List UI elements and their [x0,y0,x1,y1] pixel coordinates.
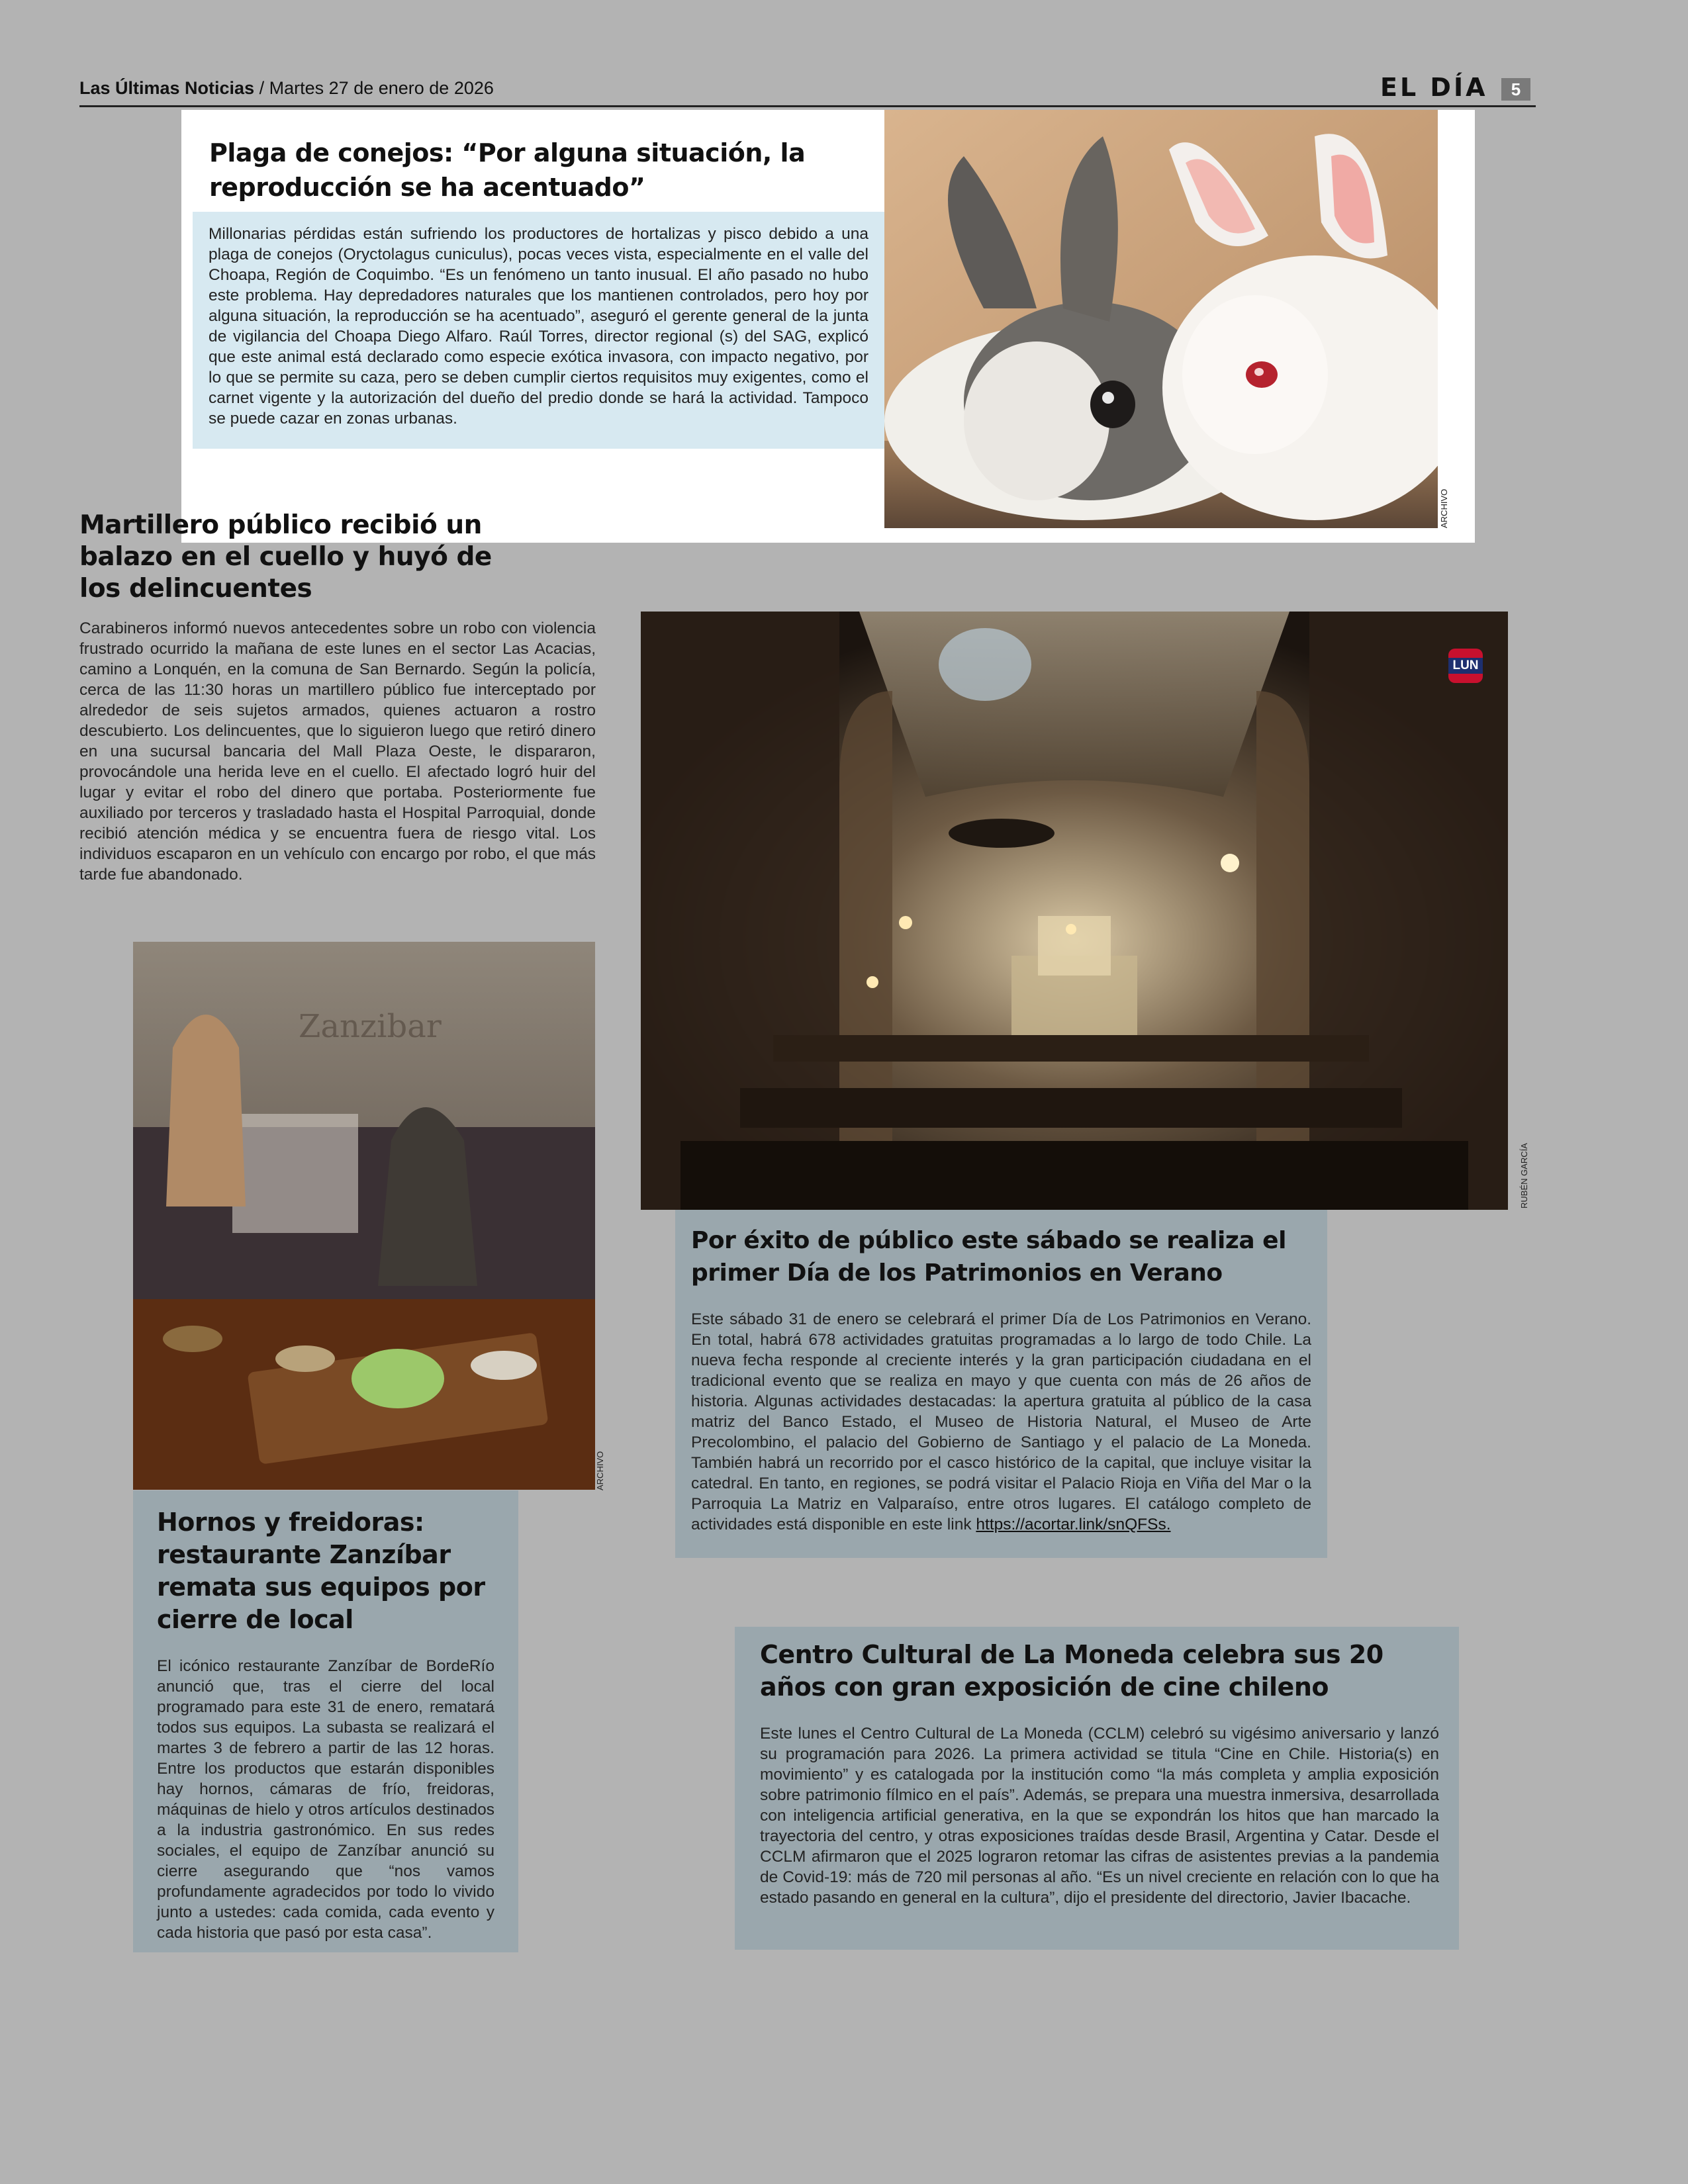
zanzibar-story-body: El icónico restaurante Zanzíbar de BordeRío anunció que, tras el cierre del local programado para este 31 de enero, rematará todos sus equipos. La subasta se realizará el martes 3 de febrero a partir de las 12 horas. Entre los productos que estarán disponibles hay hornos, cámaras de frío, freidoras, máquinas de hielo y otros artículos destinados a la industria gastronómico. En sus redes sociales, el equipo de Zanzíbar anunció su cierre asegurando que “nos vamos profundamente agradecidos por todo lo vivido junto a ustedes: cada comida, cada evento y cada historia que pasó por esta casa”. [157,1657,494,1942]
martillero-story-headline: Martillero público recibió un balazo en el cuello y huyó de los delincuentes [79,510,492,604]
publication-name: Las Últimas Noticias [79,78,255,98]
header-separator: / [259,78,265,98]
lun-badge-label: LUN [1452,659,1479,672]
moneda-story-body: Este lunes el Centro Cultural de La Moneda (CCLM) celebró su vigésimo aniversario y lanzó su programación para 2026. La primera actividad se titula “Cine en Chile. Historia(s) en movimiento” y es catalogada por la institución como “la más completa y amplia exposición sobre patrimonio fílmico en el país”. Además, se prepara una muestra inmersiva, desarrollada con inteligencia artificial generativa, en la que se expondrán los hitos que han marcado la trayectoria del centro, y otras exposiciones traídas desde Brasil, Argentina y Catar. Desde el CCLM afirmaron que el 2025 lograron retomar las cifras de asistentes previas a la pandemia de Covid-19: más de 720 mil personas al año. “Es un nivel creciente en relación con lo que ha estado pasando en general en la cultura”, dijo el presidente del directorio, Javier Ibacache. [760,1725,1439,1907]
header-rule [79,105,1536,107]
rabbit-story-headline: Plaga de conejos: “Por alguna situación, la reproducción se ha acentuado” [209,138,806,202]
patrimonios-catalog-link[interactable]: https://acortar.link/snQFSs. [976,1516,1171,1533]
cathedral-interior-illustration [641,612,1508,1210]
page-number: 5 [1501,78,1530,101]
patrimonios-story-box [675,1210,1327,1558]
moneda-story-box [735,1627,1459,1950]
page-header-dateline [79,78,494,99]
moneda-story-headline: Centro Cultural de La Moneda celebra sus 20 años con gran exposición de cine chileno [760,1640,1383,1702]
zanzibar-photo-credit: ARCHIVO [595,1451,605,1490]
zanzibar-story-box [133,1490,518,1952]
patrimonios-story-body-paragraph [691,1309,1311,1535]
section-title: EL DÍA [1380,73,1488,102]
rabbit-photo-credit: ARCHIVO [1439,488,1449,528]
rabbit-photo [884,110,1438,528]
patrimonios-story-body: Este sábado 31 de enero se celebrará el primer Día de Los Patrimonios en Verano. En total, habrá 678 actividades gratuitas programadas a lo largo de todo Chile. La nueva fecha responde al creciente interés y la gran participación ciudadana en el tradicional evento que se realiza en mayo y que cuenta con más de 26 años de historia. Algunas actividades destacadas: la apertura gratuita al público de la casa matriz del Banco Estado, el Museo de Historia Natural, el Museo de Arte Precolombino, el palacio del Gobierno de Santiago y el palacio de La Moneda. También habrá un recorrido por el casco histórico de la capital, que incluye visitar la catedral. En tanto, en regiones, se podrá visitar el Palacio Rioja en Viña del Mar o la Parroquia La Matriz en Valparaíso, entre otros lugares. El catálogo completo de actividades está disponible en este link [691,1310,1311,1533]
patrimonios-story-headline: Por éxito de público este sábado se realiza el primer Día de los Patrimonios en Verano [691,1227,1286,1287]
cathedral-photo-credit: RUBÉN GARCÍA [1519,1143,1529,1208]
rabbits-illustration [884,110,1438,528]
zanzibar-photo [133,942,595,1490]
zanzibar-story-headline: Hornos y freidoras: restaurante Zanzíbar remata sus equipos por cierre de local [157,1508,485,1634]
rabbit-story-body-box [193,212,884,449]
rabbit-story-body: Millonarias pérdidas están sufriendo los productores de hortalizas y pisco debido a una plaga de conejos (Oryctolagus cuniculus), pocas veces vista, especialmente en el valle del Choapa, Región de Coquimbo. “Es un fenómeno un tanto inusual. El año pasado no hubo este problema. Hay depredadores naturales que los mantienen controlados, pero hoy por alguna situación, la reproducción se ha acentuado”, aseguró el gerente general de la junta de vigilancia del Choapa Diego Alfaro. Raúl Torres, director regional (s) del SAG, explicó que este animal está declarado como especie exótica invasora, con impacto negativo, por lo que se permite su caza, pero se deben cumplir ciertos requisitos muy exigentes, como el carnet vigente y la autorización del dueño del predio donde se hará la actividad. Tampoco se puede cazar en zonas urbanas. [209,225,868,428]
cathedral-photo [641,612,1508,1210]
zanzibar-wall-sign: Zanzibar [299,1008,442,1045]
martillero-story-body: Carabineros informó nuevos antecedentes sobre un robo con violencia frustrado ocurrido la mañana de este lunes en el sector Las Acacias, camino a Lonquén, en la comuna de San Bernardo. Según la policía, cerca de las 11:30 horas un martillero público fue interceptado por alrededor de seis sujetos armados, quienes actuaron a rostro descubierto. Los delincuentes, que lo siguieron luego que retiró dinero en una sucursal bancaria del Mall Plaza Oeste, le dispararon, provocándole una herida leve en el cuello. El afectado logró huir del lugar y evitar el robo del dinero que portaba. Posteriormente fue auxiliado por terceros y trasladado hasta el Hospital Parroquial, donde recibió atención médica y se encuentra fuera de riesgo vital. Los individuos escaparon en un vehículo con encargo por robo, el que más tarde fue abandonado. [79,619,596,884]
header-date: Martes 27 de enero de 2026 [269,78,494,98]
lun-badge [1448,649,1483,683]
